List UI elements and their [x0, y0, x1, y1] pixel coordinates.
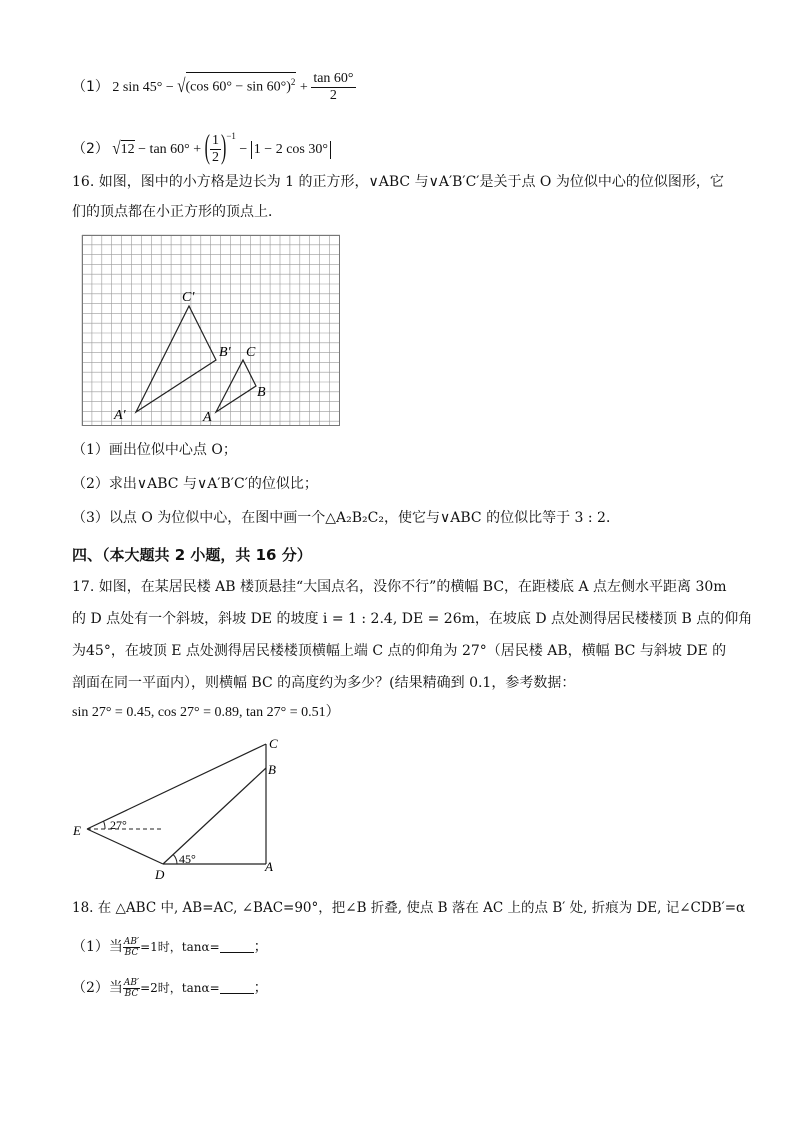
fig17-label-c: C	[269, 736, 278, 751]
q16-line1: 16. 如图，图中的小方格是边长为 1 的正方形，∨ABC 与∨A′B′C′是关于点 O 为位似中心的位似图形，它	[72, 174, 724, 190]
q18-part2-answer-blank[interactable]	[220, 979, 254, 994]
q15-part1-plus: +	[299, 80, 308, 95]
label-c-prime: C′	[182, 290, 195, 305]
segment-ed	[87, 829, 163, 864]
fig17-label-b: B	[268, 762, 276, 777]
fig17-label-e: E	[73, 823, 81, 838]
q17-line1: 17. 如图，在某居民楼 AB 楼顶悬挂“大国点名，没你不行”的横幅 BC，在距楼底 A 点左侧水平距离 30m	[72, 579, 727, 595]
q15-part2-minus: −	[239, 142, 248, 157]
q18-part2-label: （2）当	[72, 980, 123, 996]
sqrt-icon: √	[112, 139, 121, 159]
q18-part1-end: ；	[253, 939, 268, 955]
q18-part1-fraction	[123, 937, 140, 958]
q18-part1-fraction-num: AB′	[123, 936, 140, 947]
label-c: C	[246, 345, 256, 360]
q18-part1-fraction-den: BC	[124, 947, 139, 958]
grid-lines	[82, 235, 340, 426]
q15-part1-fraction	[311, 71, 355, 104]
angle-arc-d	[173, 855, 177, 865]
q18-part2-fraction-num: AB′	[123, 977, 140, 988]
label-b: B	[257, 385, 266, 400]
segment-ec	[87, 744, 266, 829]
q16-grid-figure	[82, 235, 342, 431]
q15-part2-fraction	[210, 133, 221, 166]
q18-part1-answer-blank[interactable]	[220, 938, 254, 953]
q16-line2: 们的顶点都在小正方形的顶点上．	[72, 204, 282, 220]
q18-part2-fraction-den: BC	[124, 988, 139, 999]
fig17-label-a: A	[265, 859, 273, 874]
q15-part2-expr-a: − tan 60° +	[138, 142, 202, 157]
q15-part2	[72, 116, 331, 166]
q17-line3: 为45°，在坡顶 E 点处测得居民楼楼顶横幅上端 C 点的仰角为 27°（居民楼 AB，横幅 BC 与斜坡 DE 的	[72, 643, 727, 659]
sqrt-icon: √	[177, 76, 186, 98]
q17-line4: 剖面在同一平面内），则横幅 BC 的高度约为多少？(结果精确到 0.1，参考数据：	[72, 675, 576, 691]
q15-part1-fraction-num: tan 60°	[313, 71, 354, 87]
left-paren-icon: (	[204, 130, 210, 166]
q15-part1-radicand-text: (cos 60° − sin 60°)	[185, 80, 291, 95]
q17-line5: sin 27° = 0.45, cos 27° = 0.89, tan 27° = 0.51）	[72, 705, 340, 720]
fig17-label-d: D	[155, 867, 165, 882]
section-heading: 四、（本大题共 2 小题，共 16 分）	[72, 546, 312, 564]
segment-db	[163, 768, 266, 864]
q15-part2-exponent: −1	[226, 131, 236, 141]
label-b-prime: B′	[219, 345, 231, 360]
q15-part1-label: （1）	[72, 79, 109, 95]
q15-part1-square: 2	[290, 77, 296, 88]
q18-part2-fraction	[123, 978, 140, 999]
q18-part1-label: （1）当	[72, 939, 123, 955]
q16-part3: （3）以点 O 为位似中心，在图中画一个△A₂B₂C₂，使它与∨ABC 的位似比等于 3 : 2．	[72, 510, 620, 526]
q15-part2-radicand: 12	[120, 142, 135, 157]
q15-part2-fraction-den: 2	[211, 150, 219, 166]
q18-part2	[72, 973, 268, 1003]
q16-part2: （2）求出∨ABC 与∨A′B′C′的位似比；	[72, 476, 318, 492]
label-a-prime: A′	[114, 408, 126, 423]
q15-part1-radicand	[186, 72, 297, 97]
q15-part1-expr-a: 2 sin 45° −	[112, 80, 174, 95]
q15-part2-abs-text: 1 − 2 cos 30°	[253, 142, 328, 157]
q18-part1	[72, 932, 268, 962]
q18-part2-tail: =2时，tanα=	[140, 981, 220, 995]
q17-line2: 的 D 点处有一个斜坡，斜坡 DE 的坡度 i = 1 : 2.4, DE = 26m，在坡底 D 点处测得居民楼楼顶 B 点的仰角	[72, 611, 753, 627]
angle-arc-e	[104, 821, 106, 829]
q18-line1: 18. 在 △ABC 中, AB=AC, ∠BAC=90°，把∠B 折叠, 使点 B 落在 AC 上的点 B′ 处, 折痕为 DE, 记∠CDB′=α	[72, 900, 746, 916]
triangle-a1b1c1	[136, 306, 216, 412]
q16-part1: （1）画出位似中心点 O；	[72, 442, 237, 458]
q17-figure	[70, 734, 290, 882]
q15-part1-fraction-den: 2	[329, 88, 337, 104]
fig17-angle-e: 27°	[110, 818, 127, 832]
fig17-angle-d: 45°	[179, 852, 196, 866]
q18-part1-tail: =1时，tanα=	[140, 940, 220, 954]
q16-grid-svg	[82, 235, 342, 427]
q15-part2-fraction-num: 1	[211, 133, 219, 149]
q15-part1	[72, 70, 356, 104]
q15-part2-abs	[251, 141, 331, 159]
label-a: A	[203, 410, 212, 425]
right-paren-icon: )	[220, 130, 227, 166]
q18-part2-end: ；	[253, 980, 268, 996]
q15-part2-label: （2）	[72, 141, 109, 157]
